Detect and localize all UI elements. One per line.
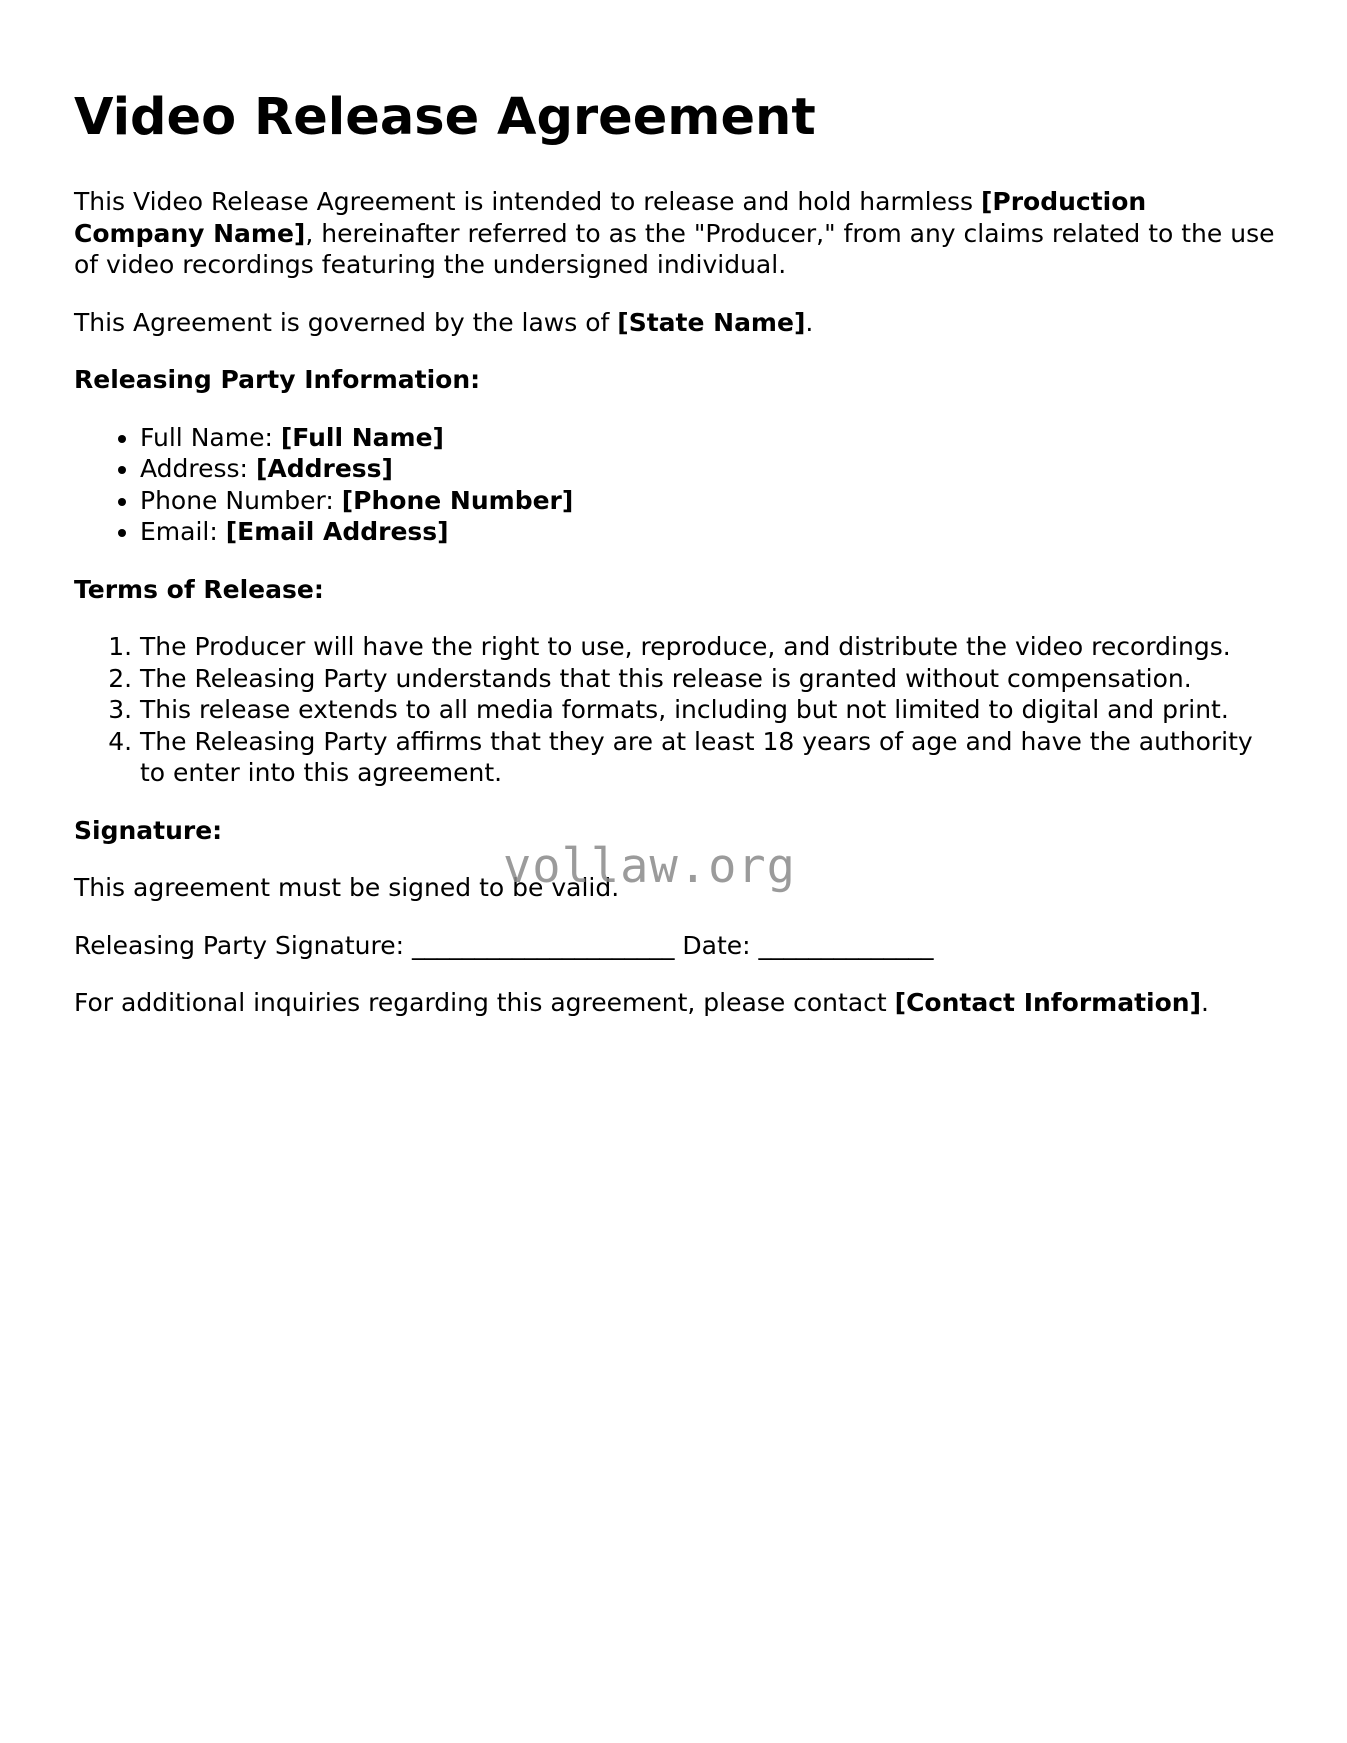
term-item-2: 2. The Releasing Party understands that this release is granted without compensation.: [140, 663, 1284, 695]
releasing-party-heading: Releasing Party Information:: [74, 365, 481, 394]
signature-heading: Signature:: [74, 815, 223, 845]
document-title: Video Release Agreement: [74, 88, 816, 147]
list-item-phone: [140, 485, 1284, 517]
contact-text-2: .: [1201, 988, 1209, 1017]
governing-law-paragraph: [74, 307, 1284, 339]
terms-heading: Terms of Release:: [74, 574, 324, 604]
term-item-3: 3. This release extends to all media formats, including but not limited to digital and print.: [140, 694, 1284, 726]
production-company-placeholder: [Production Company Name]: [74, 187, 1147, 248]
intro-text-1: This Video Release Agreement is intended to release and hold harmless: [74, 187, 981, 216]
governing-text-1: This Agreement is governed by the laws of: [74, 307, 618, 337]
address-value: [Address]: [255, 454, 393, 483]
contact-info-placeholder: [Contact Information]: [894, 988, 1202, 1017]
releasing-party-list: [74, 422, 1284, 548]
full-name-label: Full Name:: [140, 422, 281, 452]
signature-line: Releasing Party Signature: _____________________ Date: ______________: [74, 930, 934, 960]
terms-list: [74, 631, 1284, 789]
intro-text-2: , hereinafter referred to as the "Producer," from any claims related to the use of video recordings featuring the undersigned individual.: [74, 218, 1275, 279]
list-item-address: [140, 453, 1284, 485]
list-item-email: [140, 516, 1284, 548]
email-value: [Email Address]: [225, 517, 449, 546]
address-label: Address:: [140, 454, 256, 483]
watermark: vollaw.org: [503, 839, 796, 894]
state-name-placeholder: [State Name]: [617, 307, 806, 337]
contact-paragraph: [74, 987, 1284, 1019]
phone-label: Phone Number:: [140, 485, 342, 515]
signature-note: This agreement must be signed to be valid.: [74, 873, 620, 902]
term-item-1: 1. The Producer will have the right to use, reproduce, and distribute the video recordings.: [140, 631, 1284, 663]
email-label: Email:: [140, 517, 226, 546]
full-name-value: [Full Name]: [280, 422, 444, 452]
governing-text-2: .: [805, 307, 814, 337]
term-item-4: 4. The Releasing Party affirms that they are at least 18 years of age and have the authority to enter into this agreement.: [140, 726, 1284, 789]
intro-paragraph: [74, 186, 1284, 281]
document-page: [74, 88, 1284, 1045]
phone-value: [Phone Number]: [341, 485, 574, 515]
list-item-full-name: [140, 422, 1284, 454]
contact-text-1: For additional inquiries regarding this agreement, please contact: [74, 988, 895, 1017]
